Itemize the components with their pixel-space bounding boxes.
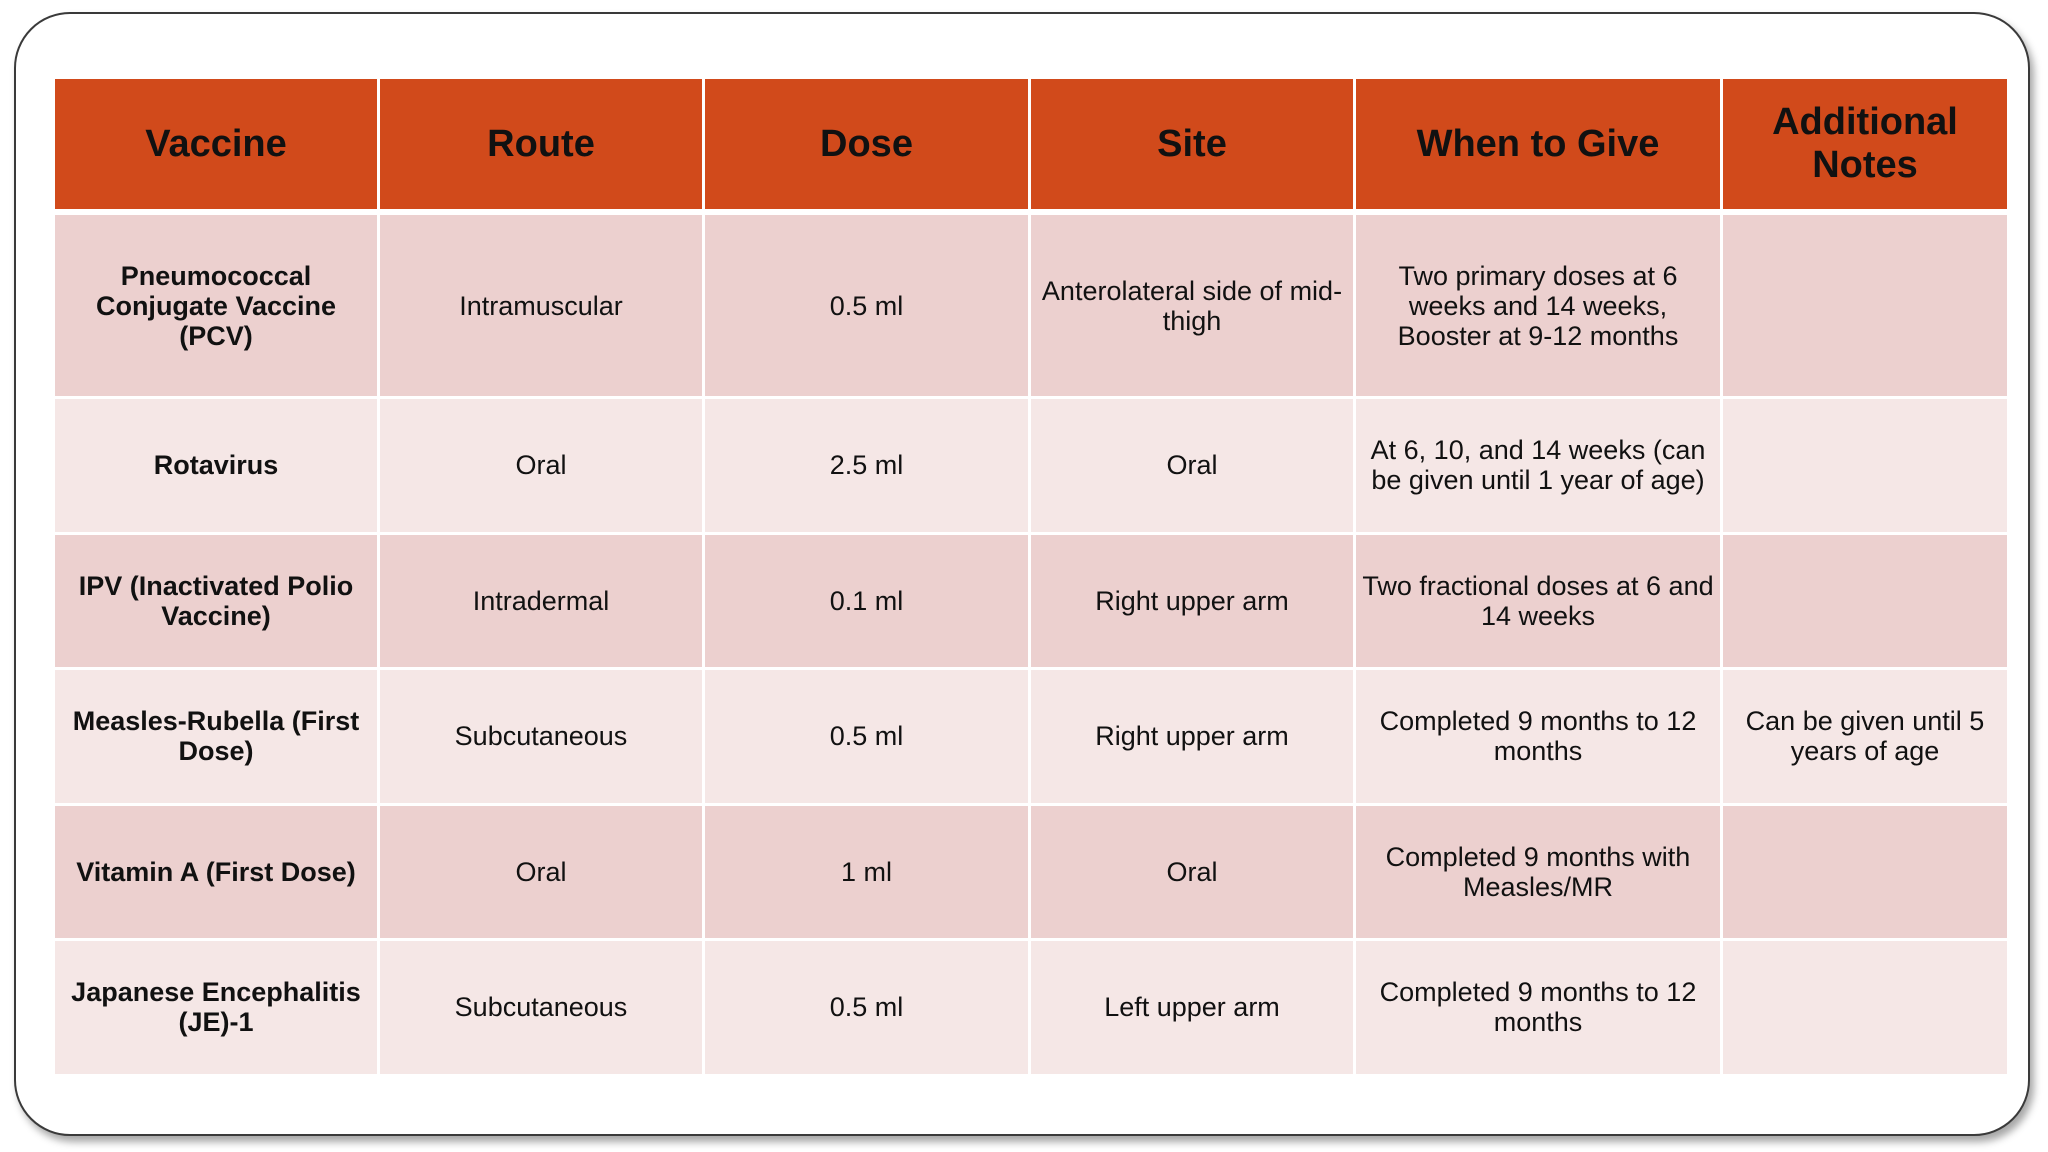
- when-cell: Completed 9 months with Measles/MR: [1356, 806, 1723, 942]
- route-cell: Intramuscular: [380, 215, 705, 399]
- when-cell: Two primary doses at 6 weeks and 14 weeks, Booster at 9-12 months: [1356, 215, 1723, 399]
- notes-cell: [1723, 535, 2007, 671]
- dose-cell: 1 ml: [705, 806, 1031, 942]
- site-cell: Right upper arm: [1031, 670, 1356, 806]
- table-row: [55, 399, 2007, 535]
- dose-cell: 2.5 ml: [705, 399, 1031, 535]
- when-cell: Two fractional doses at 6 and 14 weeks: [1356, 535, 1723, 671]
- site-cell: Right upper arm: [1031, 535, 1356, 671]
- header-site: Site: [1031, 79, 1356, 215]
- vaccine-cell: Pneumococcal Conjugate Vaccine (PCV): [55, 215, 380, 399]
- vaccine-schedule-table: [55, 79, 2007, 1077]
- header-row: [55, 79, 2007, 215]
- header-when-to-give: When to Give: [1356, 79, 1723, 215]
- site-cell: Oral: [1031, 806, 1356, 942]
- route-cell: Oral: [380, 399, 705, 535]
- notes-cell: [1723, 806, 2007, 942]
- dose-cell: 0.5 ml: [705, 670, 1031, 806]
- table-row: [55, 941, 2007, 1077]
- route-cell: Oral: [380, 806, 705, 942]
- when-cell: Completed 9 months to 12 months: [1356, 670, 1723, 806]
- dose-cell: 0.5 ml: [705, 215, 1031, 399]
- table-row: [55, 535, 2007, 671]
- route-cell: Intradermal: [380, 535, 705, 671]
- site-cell: Anterolateral side of mid-thigh: [1031, 215, 1356, 399]
- table-row: [55, 670, 2007, 806]
- site-cell: Left upper arm: [1031, 941, 1356, 1077]
- notes-cell: [1723, 941, 2007, 1077]
- header-route: Route: [380, 79, 705, 215]
- vaccine-cell: IPV (Inactivated Polio Vaccine): [55, 535, 380, 671]
- table-body: [55, 215, 2007, 1077]
- dose-cell: 0.5 ml: [705, 941, 1031, 1077]
- site-cell: Oral: [1031, 399, 1356, 535]
- header-additional-notes: Additional Notes: [1723, 79, 2007, 215]
- vaccine-cell: Measles-Rubella (First Dose): [55, 670, 380, 806]
- table-header: [55, 79, 2007, 215]
- notes-cell: Can be given until 5 years of age: [1723, 670, 2007, 806]
- when-cell: At 6, 10, and 14 weeks (can be given until 1 year of age): [1356, 399, 1723, 535]
- route-cell: Subcutaneous: [380, 941, 705, 1077]
- header-vaccine: Vaccine: [55, 79, 380, 215]
- notes-cell: [1723, 215, 2007, 399]
- vaccine-cell: Japanese Encephalitis (JE)-1: [55, 941, 380, 1077]
- when-cell: Completed 9 months to 12 months: [1356, 941, 1723, 1077]
- table-row: [55, 215, 2007, 399]
- route-cell: Subcutaneous: [380, 670, 705, 806]
- vaccine-cell: Vitamin A (First Dose): [55, 806, 380, 942]
- dose-cell: 0.1 ml: [705, 535, 1031, 671]
- notes-cell: [1723, 399, 2007, 535]
- table-row: [55, 806, 2007, 942]
- header-dose: Dose: [705, 79, 1031, 215]
- vaccine-cell: Rotavirus: [55, 399, 380, 535]
